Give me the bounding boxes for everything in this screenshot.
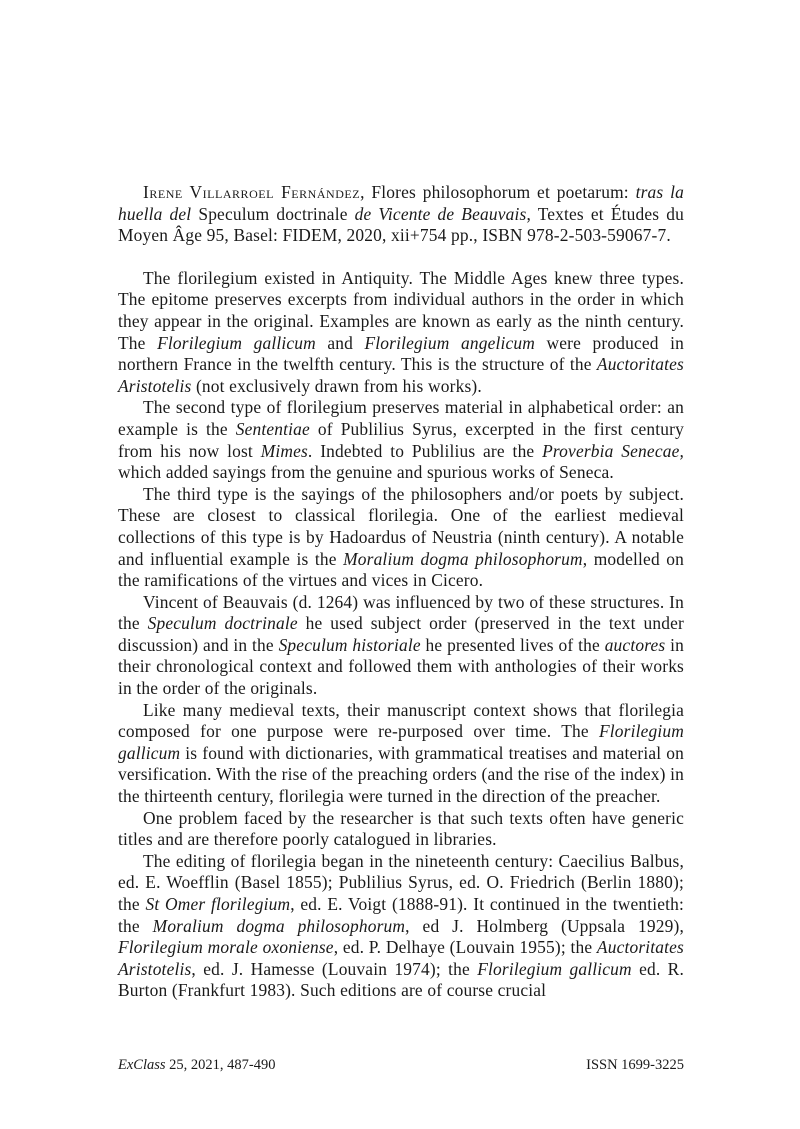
roman-run: , ed. P. Delhaye (Louvain 1955); the bbox=[333, 937, 597, 958]
roman-run: One problem faced by the researcher is that such texts often have generic titles and are therefore poorly catalogued in libraries. bbox=[118, 807, 684, 850]
roman-run: The second type of florilegium preserves material in alphabetical order: an example is the bbox=[118, 397, 684, 439]
italic-run: Proverbia Senecae, bbox=[542, 440, 684, 461]
roman-run: he presented lives of the bbox=[420, 634, 605, 655]
body-paragraph-1 bbox=[118, 268, 684, 398]
italic-run: Auctoritates Aristotelis bbox=[118, 354, 684, 396]
roman-run: The florilegium existed in Antiquity. The Middle Ages knew three types. The epitome preserves excerpts from individual authors in the order in which they appear in the original. Examples are known as early as the ninth century. The bbox=[118, 267, 684, 353]
roman-run: ed. R. Burton (Frankfurt 1983). Such editions are of course crucial bbox=[118, 958, 684, 1001]
italic-run: Mimes bbox=[260, 440, 308, 461]
roman-run: , ed. J. Hamesse (Louvain 1974); the bbox=[191, 958, 478, 979]
italic-run: Speculum historiale bbox=[278, 634, 421, 655]
roman-run: The third type is the sayings of the philosophers and/or poets by subject. These are closest to classical florilegia. One of the earliest medieval collections of this type is by Hadoardus of Neustria (ninth century). A notable and influential example is the bbox=[118, 483, 684, 569]
roman-run: in their chronological context and followed them with anthologies of their works in the order of the originals. bbox=[118, 634, 684, 699]
italic-run: auctores bbox=[604, 634, 666, 655]
roman-run: , modelled on the ramifications of the virtues and vices in Cicero. bbox=[118, 548, 684, 591]
body-paragraph-6 bbox=[118, 808, 684, 851]
roman-run: of Publilius Syrus, excerpted in the first century from his now lost bbox=[118, 418, 684, 461]
italic-run: Florilegium gallicum bbox=[118, 721, 684, 763]
roman-run: and bbox=[315, 332, 365, 353]
footer-issn: ISSN 1699-3225 bbox=[586, 1057, 684, 1073]
body-paragraph-4 bbox=[118, 592, 684, 700]
body-paragraph-7 bbox=[118, 851, 684, 1002]
italic-run: Moralium dogma philosophorum bbox=[152, 915, 406, 936]
roman-run: which added sayings from the genuine and spurious works of Seneca. bbox=[118, 462, 614, 483]
citation-segment-1: , Flores philosophorum et poetarum: bbox=[360, 182, 636, 202]
roman-run: Vincent of Beauvais (d. 1264) was influenced by two of these structures. In the bbox=[118, 591, 684, 634]
italic-run: Speculum doctrinale bbox=[147, 613, 298, 634]
citation-segment-2: Speculum doctrinale bbox=[191, 203, 355, 224]
page-content-column bbox=[118, 182, 684, 1002]
roman-run: , ed. E. Voigt (1888-91). It continued in the twentieth: the bbox=[118, 894, 684, 936]
page-footer bbox=[118, 1056, 684, 1074]
roman-run: , ed J. Holmberg (Uppsala 1929), bbox=[405, 915, 684, 936]
roman-run: he used subject order (preserved in the text under discussion) and in the bbox=[118, 613, 685, 655]
footer-journal-issue: 25, 2021, 487-490 bbox=[165, 1057, 276, 1073]
italic-run: Florilegium angelicum bbox=[364, 332, 536, 353]
book-citation-line bbox=[118, 182, 684, 247]
italic-run: Florilegium gallicum bbox=[477, 958, 632, 979]
italic-run: Sententiae bbox=[235, 418, 310, 439]
italic-run: Florilegium gallicum bbox=[157, 332, 316, 353]
footer-journal-reference bbox=[118, 1056, 276, 1074]
italic-run: Moralium dogma philosophorum bbox=[343, 548, 583, 569]
italic-run: Auctoritates Aristotelis bbox=[118, 937, 685, 979]
roman-run: is found with dictionaries, with grammatical treatises and material on versification. With the rise of the preaching orders (and the rise of the index) in the thirteenth century, florilegia were turned in the direction of the preacher. bbox=[118, 742, 684, 807]
citation-title-italic-2: de Vicente de Beauvais bbox=[354, 203, 527, 224]
citation-segment-3: , Textes et Études du Moyen Âge 95, Basel: FIDEM, 2020, xii+754 pp., ISBN 978-2-503-59067-7. bbox=[118, 203, 684, 246]
italic-run: St Omer florilegium bbox=[145, 894, 291, 914]
body-paragraph-5 bbox=[118, 700, 684, 808]
citation-author: Irene Villarroel Fernández bbox=[143, 182, 361, 202]
body-paragraph-2 bbox=[118, 397, 684, 483]
body-paragraph-3 bbox=[118, 484, 684, 592]
roman-run: The editing of florilegia began in the nineteenth century: Caecilius Balbus, ed. E. Woefflin (Basel 1855); Publilius Syrus, ed. O. Friedrich (Berlin 1880); the bbox=[118, 850, 684, 914]
roman-run: . Indebted to Publilius are the bbox=[307, 440, 543, 461]
citation-title-italic-1: tras la huella del bbox=[118, 182, 685, 224]
roman-run: (not exclusively drawn from his works). bbox=[191, 375, 482, 396]
roman-run: Like many medieval texts, their manuscript context shows that florilegia composed for one purpose were re-purposed over time. The bbox=[118, 699, 684, 742]
italic-run: Florilegium morale oxoniense bbox=[118, 937, 334, 958]
roman-run: were produced in northern France in the twelfth century. This is the structure of the bbox=[118, 332, 684, 375]
footer-journal-name: ExClass bbox=[118, 1057, 166, 1073]
